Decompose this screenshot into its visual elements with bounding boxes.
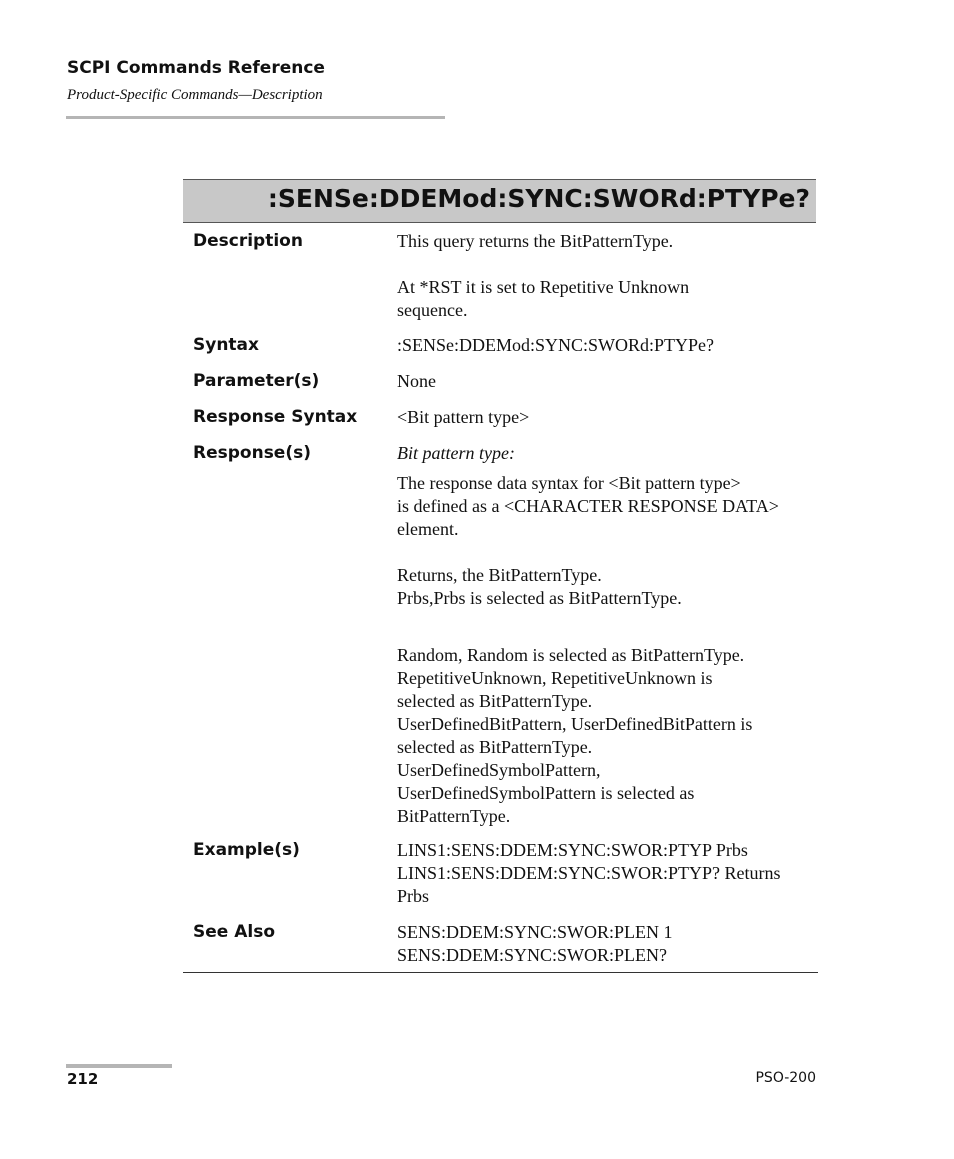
section-subtitle: Product-Specific Commands—Description <box>67 87 323 103</box>
responses-line: UserDefinedSymbolPattern, <box>397 760 601 780</box>
responses-value-a <box>397 472 817 610</box>
example-line: Prbs <box>397 886 430 906</box>
syntax-line: :SENSe:DDEMod:SYNC:SWORd:PTYPe? <box>397 335 715 355</box>
description-line: At *RST it is set to Repetitive Unknown <box>397 277 690 297</box>
responses-line: UserDefinedBitPattern, UserDefinedBitPattern is <box>397 714 753 734</box>
section-title: SCPI Commands Reference <box>67 58 325 78</box>
response-syntax-value <box>397 406 817 429</box>
page-number: 212 <box>67 1070 99 1088</box>
responses-line: RepetitiveUnknown, RepetitiveUnknown is <box>397 668 713 688</box>
see-also-line: SENS:DDEM:SYNC:SWOR:PLEN 1 <box>397 922 673 942</box>
description-line: This query returns the BitPatternType. <box>397 231 674 251</box>
description-line <box>397 253 817 276</box>
examples-value <box>397 839 817 908</box>
examples-label: Example(s) <box>193 840 300 860</box>
responses-line: The response data syntax for <Bit pattern type> <box>397 473 741 493</box>
responses-value-b <box>397 644 817 828</box>
command-heading-bar <box>183 179 816 223</box>
see-also-label: See Also <box>193 922 276 942</box>
see-also-value <box>397 921 817 967</box>
product-model: PSO-200 <box>755 1070 816 1086</box>
footer-divider <box>66 1064 172 1068</box>
example-line: LINS1:SENS:DDEM:SYNC:SWOR:PTYP? Returns <box>397 863 781 883</box>
table-bottom-rule <box>183 972 818 973</box>
description-line: sequence. <box>397 300 468 320</box>
responses-line: selected as BitPatternType. <box>397 737 593 757</box>
response-syntax-line: <Bit pattern type> <box>397 407 530 427</box>
responses-param-name <box>397 442 817 465</box>
responses-line: is defined as a <CHARACTER RESPONSE DATA> <box>397 496 779 516</box>
responses-line <box>397 541 817 564</box>
responses-label: Response(s) <box>193 443 311 463</box>
parameters-value <box>397 370 817 393</box>
responses-line: element. <box>397 519 459 539</box>
responses-line: UserDefinedSymbolPattern is selected as <box>397 783 695 803</box>
responses-param-line: Bit pattern type: <box>397 443 515 463</box>
syntax-label: Syntax <box>193 335 259 355</box>
header-divider <box>66 116 445 119</box>
parameters-line: None <box>397 371 436 391</box>
response-syntax-label: Response Syntax <box>193 407 358 427</box>
command-heading: :SENSe:DDEMod:SYNC:SWORd:PTYPe? <box>267 184 810 213</box>
see-also-line: SENS:DDEM:SYNC:SWOR:PLEN? <box>397 945 668 965</box>
responses-line: BitPatternType. <box>397 806 511 826</box>
example-line: LINS1:SENS:DDEM:SYNC:SWOR:PTYP Prbs <box>397 840 748 860</box>
syntax-value <box>397 334 817 357</box>
responses-line: Prbs,Prbs is selected as BitPatternType. <box>397 588 682 608</box>
responses-line: Random, Random is selected as BitPatternType. <box>397 645 745 665</box>
description-value <box>397 230 817 322</box>
responses-line: Returns, the BitPatternType. <box>397 565 602 585</box>
description-label: Description <box>193 231 303 251</box>
parameters-label: Parameter(s) <box>193 371 320 391</box>
responses-line: selected as BitPatternType. <box>397 691 593 711</box>
